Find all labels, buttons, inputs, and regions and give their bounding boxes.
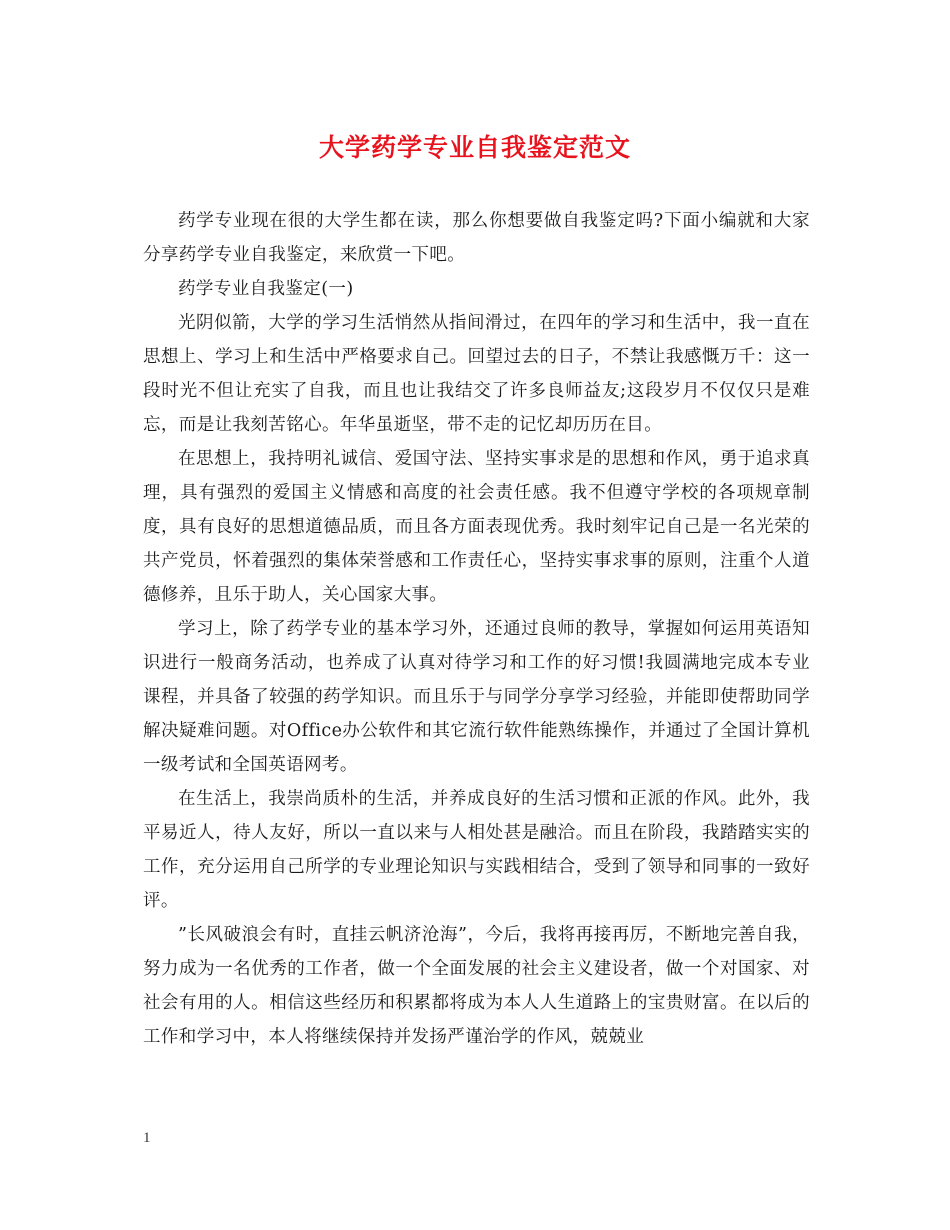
document-body (143, 204, 810, 1054)
paragraph: 光阴似箭，大学的学习生活悄然从指间滑过，在四年的学习和生活中，我一直在思想上、学习上和生活中严格要求自己。回望过去的日子，不禁让我感慨万千：这一段时光不但让充实了自我，而且也让我结交了许多良师益友;这段岁月不仅仅只是难忘，而是让我刻苦铭心。年华虽逝坚，带不走的记忆却历历在目。 (143, 313, 810, 435)
paragraph: 在生活上，我崇尚质朴的生活，并养成良好的生活习惯和正派的作风。此外，我平易近人，待人友好，所以一直以来与人相处甚是融洽。而且在阶段，我踏踏实实的工作，充分运用自己所学的专业理论知识与实践相结合，受到了领导和同事的一致好评。 (143, 789, 810, 911)
section-heading: 药学专业自我鉴定(一) (178, 279, 354, 299)
paragraph: 学习上，除了药学专业的基本学习外，还通过良师的教导，掌握如何运用英语知识进行一般商务活动，也养成了认真对待学习和工作的好习惯!我圆满地完成本专业课程，并具备了较强的药学知识。而且乐于与同学分享学习经验，并能即使帮助同学解决疑难问题。对Office办公软件和其它流行软件能熟练操作，并通过了全国计算机一级考试和全国英语网考。 (143, 619, 810, 775)
page-number: 1 (143, 1130, 151, 1146)
paragraph: ”长风破浪会有时，直挂云帆济沧海”，今后，我将再接再厉，不断地完善自我，努力成为一名优秀的工作者，做一个全面发展的社会主义建设者，做一个对国家、对社会有用的人。相信这些经历和积累都将成为本人人生道路上的宝贵财富。在以后的工作和学习中，本人将继续保持并发扬严谨治学的作风，兢兢业 (143, 925, 810, 1047)
paragraph-intro: 药学专业现在很的大学生都在读，那么你想要做自我鉴定吗?下面小编就和大家分享药学专业自我鉴定，来欣赏一下吧。 (143, 211, 810, 265)
paragraph: 在思想上，我持明礼诚信、爱国守法、坚持实事求是的思想和作风，勇于追求真理，具有强烈的爱国主义情感和高度的社会责任感。我不但遵守学校的各项规章制度，具有良好的思想道德品质，而且各方面表现优秀。我时刻牢记自己是一名光荣的共产党员，怀着强烈的集体荣誉感和工作责任心，坚持实事求事的原则，注重个人道德修养，且乐于助人，关心国家大事。 (143, 449, 810, 605)
page-title: 大学药学专业自我鉴定范文 (318, 133, 631, 162)
